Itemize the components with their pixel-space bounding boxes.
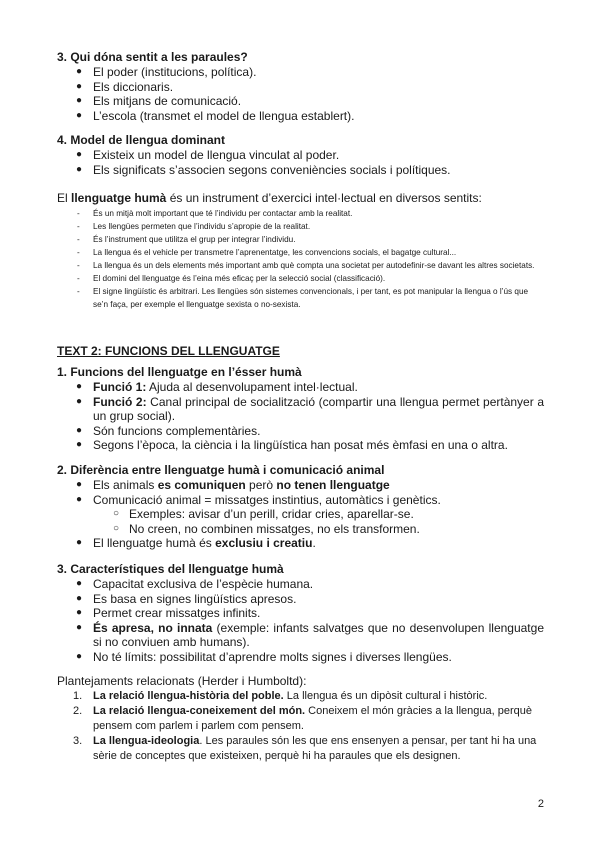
item-number: 3. [73,735,83,747]
list-item: ● Es basa en signes lingüístics apresos. [57,592,544,607]
list-item: - És un mitjà molt important que té l’individu per contactar amb la realitat. [57,207,544,220]
item-text: però [245,478,277,492]
numbered-item [57,704,544,734]
list-item: ● El poder (institucions, política). [57,65,544,80]
item-text: Coneixem el món gràcies a la llengua, perquè pensem com parlem i parlem com pensem. [93,705,532,732]
bold-text: La relació llengua-història del poble. [93,690,284,702]
text2-section-3 [57,562,544,664]
list-item: ● No té límits: possibilitat d’aprendre molts signes i diverses llengües. [57,650,544,665]
section-list [57,478,544,551]
list-item: ● Capacitat exclusiva de l’espècie humana. [57,577,544,592]
item-text: El llenguatge humà és [93,536,216,550]
section-3 [57,50,544,123]
list-item: ● Els significats s’associen segons conveniències socials i polítiques. [57,163,544,178]
list-item: ● Els mitjans de comunicació. [57,94,544,109]
item-text: Els animals [93,478,158,492]
list-item [57,380,544,395]
intro-text: és un instrument d’exercici intel·lectual en diversos sentits: [166,191,482,205]
list-item [57,395,544,424]
list-item: - El signe lingüístic és arbitrari. Les llengües són sistemes convencionals, i per tant, es pot manipular la llengua o l’ús que se’n faça, per exemple el llenguatge sexista o no-sexista. [57,285,544,311]
page-number: 2 [537,798,544,810]
intro-paragraph [57,191,544,206]
list-item: - La llengua és el vehicle per transmetre l’aprenentatge, les convencions socials, el bagatge cultural... [57,246,544,259]
list-item: ● Comunicació animal = missatges instintius, automàtics i genètics. [57,493,544,508]
section-list [57,380,544,453]
intro-text: El [57,191,72,205]
section-3-heading: 3. Qui dóna sentit a les paraules? [57,50,248,64]
list-item: ● Existeix un model de llengua vinculat al poder. [57,148,544,163]
numbered-item [57,689,544,704]
bold-text: no tenen llenguatge [276,478,390,492]
sub-list-item: ○ No creen, no combinen missatges, no els transformen. [57,522,544,537]
item-text: . [312,536,316,550]
list-item: ● L’escola (transmet el model de llengua establert). [57,109,544,124]
list-item: ● Són funcions complementàries. [57,424,544,439]
numbered-item [57,734,544,764]
section-heading: 3. Característiques del llenguatge humà [57,562,284,576]
sub-list-item: ○ Exemples: avisar d’un perill, cridar cries, aparellar-se. [57,507,544,522]
list-item: - És l’instrument que utilitza el grup per integrar l’individu. [57,233,544,246]
bold-label: Funció 1: [93,380,147,394]
list-item: - Les llengües permeten que l’individu s’apropie de la realitat. [57,220,544,233]
list-item [57,621,544,650]
list-item: ● Permet crear missatges infinits. [57,606,544,621]
section-3-list [57,65,544,123]
list-item: ● Els diccionaris. [57,80,544,95]
list-item: - La llengua és un dels elements més important amb què compta una societat per autodefinir-se davant les altres societats. [57,259,544,272]
text2-section-2 [57,463,544,551]
item-text: . Les paraules són les que ens ensenyen a pensar, per tant hi ha una sèrie de conceptes que existeixen, perquè hi ha paraules que els designen. [93,735,537,762]
text2-section-1 [57,365,544,453]
plantejaments-section [57,674,544,764]
list-item [57,478,544,493]
section-4-list [57,148,544,177]
section-4 [57,133,544,177]
list-item [57,536,544,551]
item-text: La llengua és un dipòsit cultural i històric. [283,690,488,702]
bold-text: exclusiu i creatiu [215,536,313,550]
section-4-heading: 4. Model de llengua dominant [57,133,226,147]
bold-text: es comuniquen [157,478,246,492]
plantejaments-heading: Plantejaments relacionats (Herder i Humboltd): [57,674,307,688]
numbered-list [57,689,544,764]
text-2-title: TEXT 2: FUNCIONS DEL LLENGUATGE [57,344,280,358]
item-number: 1. [73,690,83,702]
bold-text: És apresa, no innata [93,620,213,635]
bold-label: Funció 2: [93,394,147,409]
intro-bold: llenguatge humà [71,191,167,205]
item-number: 2. [73,705,83,717]
item-text: Canal principal de socialització (compartir una llengua permet pertànyer a un grup social). [93,394,544,423]
list-item: - El domini del llenguatge és l’eina més eficaç per la selecció social (classificació). [57,272,544,285]
list-item: ● Segons l’època, la ciència i la lingüística han posat més èmfasi en una o altra. [57,438,544,453]
item-text: Ajuda al desenvolupament intel·lectual. [146,380,358,394]
bold-text: La relació llengua-coneixement del món. [93,705,306,717]
item-text: (exemple: infants salvatges que no desenvolupen llenguatge si no conviuen amb humans). [93,620,544,649]
section-heading: 1. Funcions del llenguatge en l’ésser humà [57,365,302,379]
section-list [57,577,544,664]
bold-text: La llengua-ideologia [93,735,200,747]
section-heading: 2. Diferència entre llenguatge humà i comunicació animal [57,463,385,477]
dash-list [57,207,544,311]
